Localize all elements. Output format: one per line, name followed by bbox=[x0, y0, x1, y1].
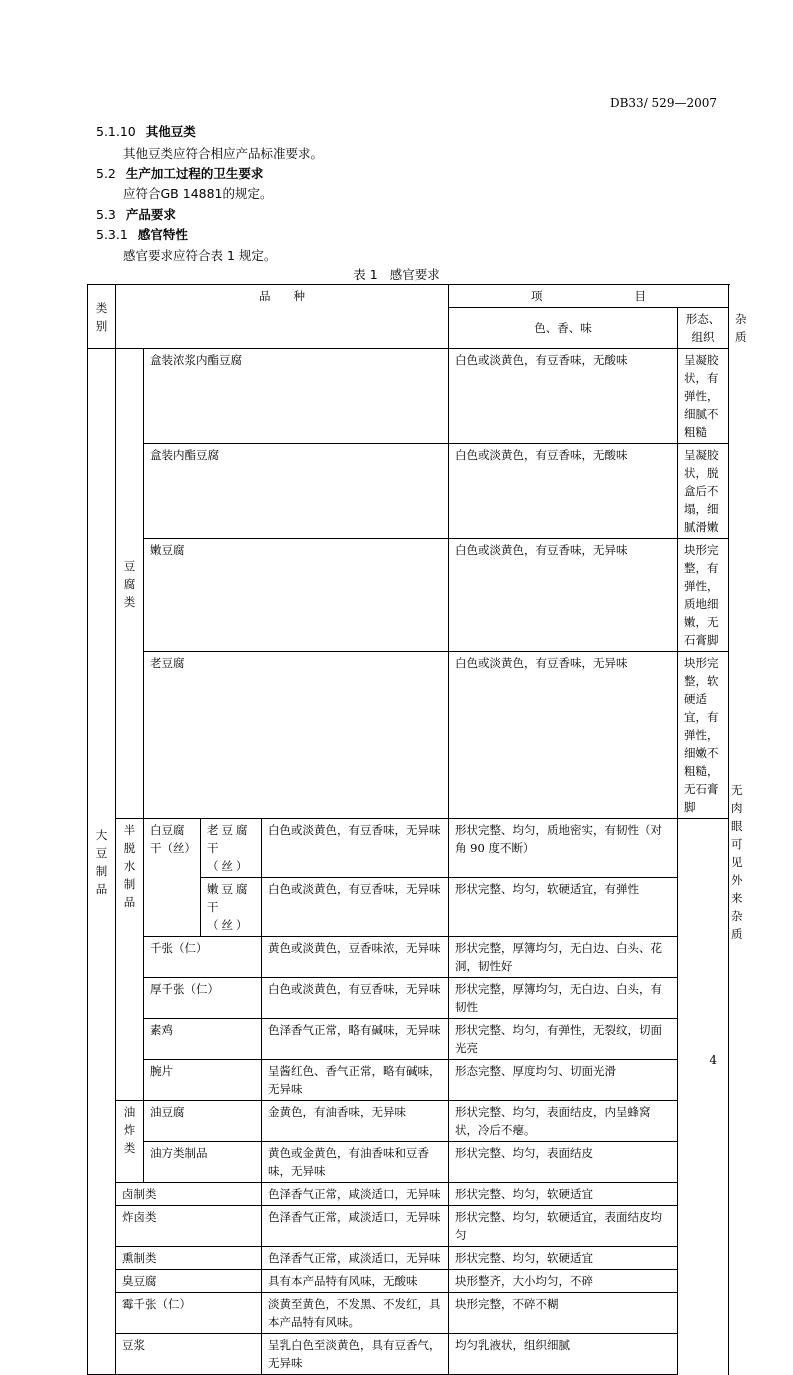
table-row bbox=[88, 539, 729, 652]
table-caption-title: 感官要求 bbox=[389, 267, 440, 282]
subgroup-dried-tofu: 白豆腐 干（丝） bbox=[144, 819, 201, 937]
table-header-row bbox=[88, 285, 729, 308]
header-form: 形态、组织 bbox=[678, 308, 729, 349]
section-5-2 bbox=[96, 164, 263, 182]
page-number: 4 bbox=[709, 1053, 717, 1067]
header-items: 项 目 bbox=[449, 285, 729, 308]
row-form: 形状完整、均匀，软硬适宜 bbox=[449, 1183, 678, 1206]
table-row bbox=[88, 819, 729, 878]
header-color: 色、香、味 bbox=[449, 308, 678, 349]
row-color: 金黄色，有油香味，无异味 bbox=[262, 1101, 449, 1142]
table-caption-number: 表 1 bbox=[353, 267, 378, 282]
row-color: 色泽香气正常，略有碱味，无异味 bbox=[262, 1019, 449, 1060]
paragraph: 应符合GB 14881的规定。 bbox=[123, 186, 273, 201]
section-title: 其他豆类 bbox=[145, 124, 196, 139]
section-5-3 bbox=[96, 205, 176, 223]
table-row bbox=[88, 1101, 729, 1142]
table-row bbox=[88, 1293, 729, 1334]
row-color: 白色或淡黄色，有豆香味，无异味 bbox=[262, 878, 449, 937]
row-name: 腕片 bbox=[144, 1060, 262, 1101]
section-number: 5.2 bbox=[96, 166, 116, 181]
header-category: 类 别 bbox=[88, 285, 116, 349]
row-name: 素鸡 bbox=[144, 1019, 262, 1060]
row-name: 千张（仁） bbox=[144, 937, 262, 978]
section-number: 5.3.1 bbox=[96, 227, 128, 242]
row-color: 白色或淡黄色，有豆香味，无酸味 bbox=[449, 349, 678, 444]
section-number: 5.3 bbox=[96, 207, 116, 222]
row-form: 块形完整，不碎不糊 bbox=[449, 1293, 678, 1334]
row-color: 具有本产品特有风味，无酸味 bbox=[262, 1270, 449, 1293]
row-color: 白色或淡黄色，有豆香味，无酸味 bbox=[449, 444, 678, 539]
row-name: 炸卤类 bbox=[116, 1206, 262, 1247]
row-color: 白色或淡黄色，有豆香味，无异味 bbox=[262, 978, 449, 1019]
row-form: 形态完整、厚度均匀、切面光滑 bbox=[449, 1060, 678, 1101]
row-color: 色泽香气正常，咸淡适口，无异味 bbox=[262, 1206, 449, 1247]
table-row bbox=[88, 1270, 729, 1293]
row-form: 形状完整、均匀，有弹性，无裂纹，切面光亮 bbox=[449, 1019, 678, 1060]
table-row bbox=[88, 1247, 729, 1270]
row-form: 均匀乳液状，组织细腻 bbox=[449, 1334, 678, 1375]
table-row bbox=[88, 1060, 729, 1101]
row-form: 形状完整、均匀，软硬适宜，有弹性 bbox=[449, 878, 678, 937]
table-row bbox=[88, 1183, 729, 1206]
table-row: 大 豆 制 品 豆 腐 类 盒装浓浆内酯豆腐 白色或淡黄色，有豆香味，无酸味 呈凝胶状，有弹性，细腻不粗糙 无肉 眼可 见外 来杂 质 bbox=[88, 349, 729, 444]
main-category: 大 豆 制 品 bbox=[88, 349, 116, 1375]
row-name: 臭豆腐 bbox=[116, 1270, 262, 1293]
row-form: 形状完整、均匀，质地密实，有韧性（对角 90 度不断） bbox=[449, 819, 678, 878]
row-color: 黄色或淡黄色，豆香味浓，无异味 bbox=[262, 937, 449, 978]
table-row bbox=[88, 1019, 729, 1060]
row-name: 嫩豆腐 bbox=[144, 539, 449, 652]
table-header-row: 色、香、味 形态、组织 杂质 bbox=[88, 308, 729, 349]
row-name: 豆浆 bbox=[116, 1334, 262, 1375]
row-color: 白色或淡黄色，有豆香味，无异味 bbox=[262, 819, 449, 878]
row-name: 卤制类 bbox=[116, 1183, 262, 1206]
paragraph: 其他豆类应符合相应产品标准要求。 bbox=[123, 146, 324, 161]
row-name: 盒装内酯豆腐 bbox=[144, 444, 449, 539]
group-fried: 油 炸 类 bbox=[116, 1101, 144, 1183]
row-name: 霉千张（仁） bbox=[116, 1293, 262, 1334]
row-form: 呈凝胶状，脱盒后不塌，细腻滑嫩 bbox=[678, 444, 729, 539]
row-form: 形状完整，厚簿均匀，无白边、白头，有韧性 bbox=[449, 978, 678, 1019]
row-name: 熏制类 bbox=[116, 1247, 262, 1270]
row-color: 呈酱红色、香气正常，略有碱味，无异味 bbox=[262, 1060, 449, 1101]
row-name: 油豆腐 bbox=[144, 1101, 262, 1142]
section-title: 生产加工过程的卫生要求 bbox=[125, 166, 264, 181]
table-row bbox=[88, 652, 729, 819]
row-name: 老豆腐 干（丝） bbox=[201, 819, 262, 878]
row-color: 白色或淡黄色，有豆香味，无异味 bbox=[449, 539, 678, 652]
table-row bbox=[88, 1206, 729, 1247]
section-5-3-1 bbox=[96, 225, 188, 243]
row-form: 形状完整、均匀，表面结皮 bbox=[449, 1142, 678, 1183]
section-title: 感官特性 bbox=[137, 227, 188, 242]
group-tofu: 豆 腐 类 bbox=[116, 349, 144, 819]
row-color: 呈乳白色至淡黄色，具有豆香气，无异味 bbox=[262, 1334, 449, 1375]
row-color: 色泽香气正常，咸淡适口，无异味 bbox=[262, 1183, 449, 1206]
paragraph: 感官要求应符合表 1 规定。 bbox=[123, 248, 277, 263]
row-form: 块形整齐，大小均匀，不碎 bbox=[449, 1270, 678, 1293]
row-form: 呈凝胶状，有弹性，细腻不粗糙 bbox=[678, 349, 729, 444]
row-color: 白色或淡黄色，有豆香味，无异味 bbox=[449, 652, 678, 819]
row-color: 黄色或金黄色，有油香味和豆香味，无异味 bbox=[262, 1142, 449, 1183]
header-variety: 品 种 bbox=[116, 285, 449, 349]
row-color: 淡黄至黄色，不发黑、不发红，具本产品特有风味。 bbox=[262, 1293, 449, 1334]
group-semi-dehydrated: 半 脱 水 制 品 bbox=[116, 819, 144, 1101]
sensory-requirements-table bbox=[87, 284, 747, 1375]
row-form: 块形完整，软硬适宜，有弹性，细嫩不粗糙，无石膏脚 bbox=[678, 652, 729, 819]
row-color: 色泽香气正常，咸淡适口，无异味 bbox=[262, 1247, 449, 1270]
row-form: 形状完整，厚簿均匀，无白边、白头、花洞，韧性好 bbox=[449, 937, 678, 978]
table-caption bbox=[0, 265, 793, 283]
table-row bbox=[88, 1334, 729, 1375]
row-name: 油方类制品 bbox=[144, 1142, 262, 1183]
row-name: 厚千张（仁） bbox=[144, 978, 262, 1019]
row-form: 块形完整，有弹性，质地细嫩，无石膏脚 bbox=[678, 539, 729, 652]
table-row bbox=[88, 444, 729, 539]
row-form: 形状完整、均匀，表面结皮，内呈蜂窝状，冷后不瘪。 bbox=[449, 1101, 678, 1142]
document-code: DB33/ 529—2007 bbox=[609, 96, 717, 110]
section-5-1-10 bbox=[96, 122, 196, 140]
row-form: 形状完整、均匀，软硬适宜 bbox=[449, 1247, 678, 1270]
row-form: 形状完整、均匀，软硬适宜，表面结皮均匀 bbox=[449, 1206, 678, 1247]
section-title: 产品要求 bbox=[125, 207, 176, 222]
row-name: 老豆腐 bbox=[144, 652, 449, 819]
table-row bbox=[88, 978, 729, 1019]
table-row bbox=[88, 1142, 729, 1183]
row-name: 嫩豆腐 干（丝） bbox=[201, 878, 262, 937]
table-row bbox=[88, 937, 729, 978]
row-name: 盒装浓浆内酯豆腐 bbox=[144, 349, 449, 444]
section-number: 5.1.10 bbox=[96, 124, 136, 139]
